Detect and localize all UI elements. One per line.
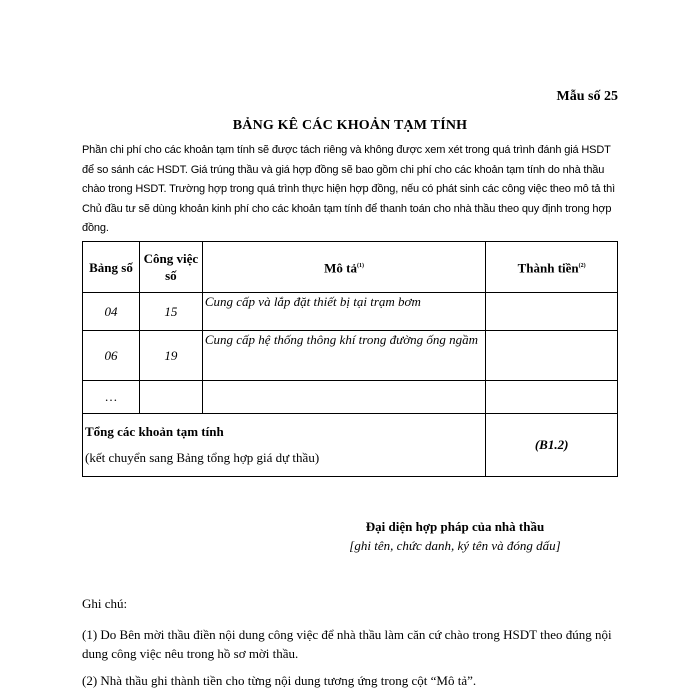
total-cell [83, 414, 486, 477]
header-description-label: Mô tả [324, 260, 357, 276]
representative-hint: [ghi tên, chức danh, ký tên và đóng dấu] [349, 538, 561, 553]
cell-work-no: 15 [139, 293, 202, 331]
header-amount [486, 242, 618, 293]
document-title: BẢNG KÊ CÁC KHOẢN TẠM TÍNH [232, 118, 468, 133]
form-number: Mẫu số 25 [556, 89, 618, 104]
note-item: (2) Nhà thầu ghi thành tiền cho từng nội dung tương ứng trong cột “Mô tả”. [82, 673, 477, 688]
header-description [202, 242, 485, 293]
table-row [83, 331, 618, 381]
cell-description: Cung cấp và lắp đặt thiết bị tại trạm bơm [202, 293, 485, 331]
representative-signature [310, 517, 600, 555]
total-reference: (B1.2) [486, 414, 618, 477]
header-description-note: (1) [356, 262, 364, 269]
notes-title: Ghi chú: [82, 596, 128, 611]
cell-amount [486, 293, 618, 331]
cell-amount [486, 331, 618, 381]
intro-paragraph: Phần chi phí cho các khoản tạm tính sẽ được tách riêng và không được xem xét trong quá trình đánh giá HSDT để so sánh các HSDT. Giá trúng thầu và giá hợp đồng sẽ bao gồm chi phí cho các khoản tạm tính do nhà thầu chào trong HSDT. Trường hợp trong quá trình thực hiện hợp đồng, nếu có phát sinh các công việc theo mô tả thì Chủ đầu tư sẽ dùng khoản kinh phí cho các khoản tạm tính để thanh toán cho nhà thầu theo quy định trong hợp đồng. [82, 144, 616, 234]
cell-table-no: 06 [83, 331, 140, 381]
table-row [83, 293, 618, 331]
total-label: Tổng các khoản tạm tính [85, 424, 224, 439]
cell-amount [486, 381, 618, 414]
header-work-no: Công việc số [139, 242, 202, 293]
cell-work-no [139, 381, 202, 414]
table-row [83, 381, 618, 414]
header-amount-note: (2) [578, 262, 586, 269]
cell-work-no: 19 [139, 331, 202, 381]
cell-description [202, 381, 485, 414]
representative-title: Đại diện hợp pháp của nhà thầu [365, 519, 545, 534]
total-row [83, 414, 618, 477]
table-header-row [83, 242, 618, 293]
cell-table-no: 04 [83, 293, 140, 331]
header-table-no: Bảng số [83, 242, 140, 293]
header-amount-label: Thành tiền [517, 260, 579, 276]
total-sublabel: (kết chuyển sang Bảng tổng hợp giá dự thầu) [85, 450, 320, 465]
cell-table-no: … [83, 381, 140, 414]
notes-section [82, 596, 622, 698]
provisional-sums-table [82, 241, 618, 477]
note-item: (1) Do Bên mời thầu điền nội dung công việc để nhà thầu làm căn cứ chào trong HSDT theo đúng nội dung công việc nêu trong hồ sơ mời thầu. [82, 627, 612, 661]
cell-description: Cung cấp hệ thống thông khí trong đường ống ngầm [202, 331, 485, 381]
